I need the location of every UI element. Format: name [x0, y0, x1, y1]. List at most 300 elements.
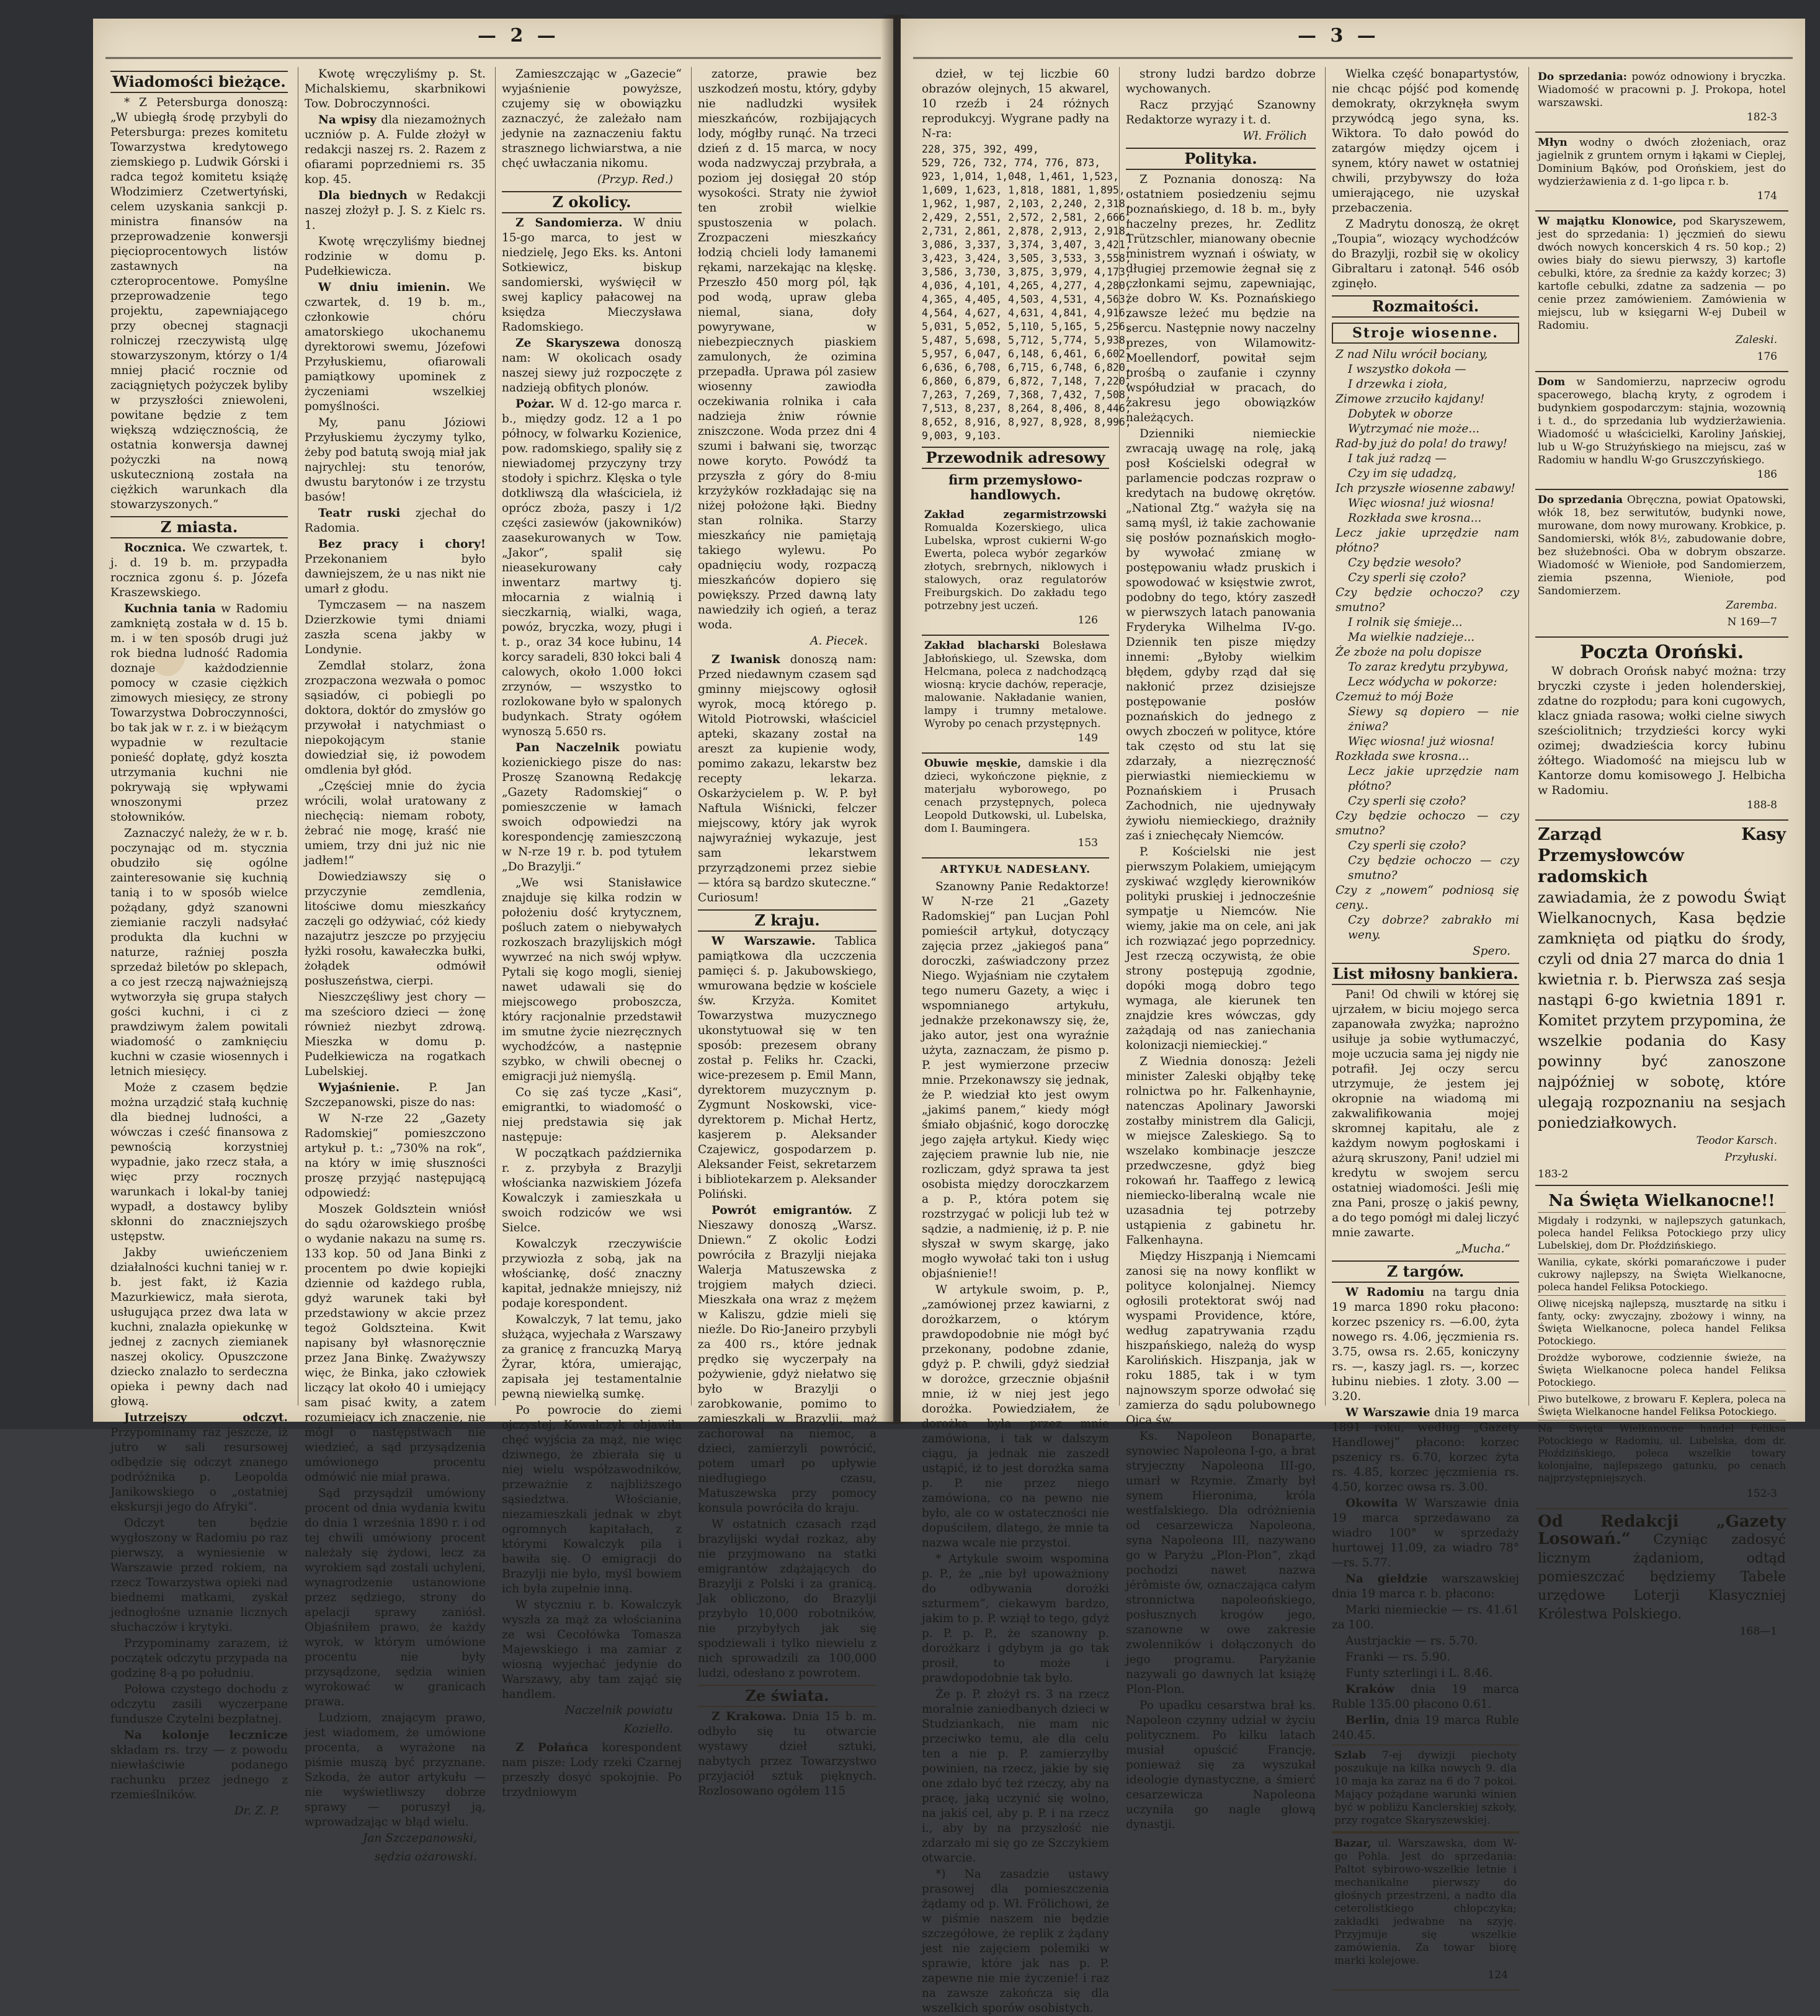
ad-number: 176 — [1757, 350, 1777, 363]
classified-ad — [1332, 1744, 1519, 1832]
notice-number: 152-3 — [1746, 1487, 1777, 1500]
article-paragraph — [922, 1552, 1109, 1686]
article-paragraph — [110, 96, 288, 512]
article-paragraph — [1332, 1666, 1519, 1681]
article-paragraph — [305, 113, 486, 187]
article-text: Kwotę wręczyliśmy p. St. Michalskiemu, skarbnikowi Tow. Dobroczynności. — [305, 68, 486, 110]
ad-lead: Bazar, — [1334, 1837, 1372, 1850]
signature: „Mucha.“ — [1455, 1242, 1510, 1256]
signature: Spero. — [1472, 945, 1510, 958]
notice-item: Oliwę nicejską najlepszą, musztardę na sitku i fanty, ocky: zwyczajny, zbożowy i winny, na Święta Wielkanocne, poleca handel Feliksa Potockiego. — [1538, 1295, 1786, 1349]
signature: Kozielło. — [623, 1723, 673, 1736]
poem-line: Czemuż to mój Boże — [1336, 690, 1454, 703]
article-paragraph — [502, 216, 682, 335]
article-text: W N-rze 22 „Gazety Radomskiej“ pomieszczono artykuł p. t.: „730% na rok“, na który w imię słuszności proszę przyjąć następującą odpowiedź: — [305, 1112, 486, 1200]
article-text: Przypominamy zarazem, iż początek odczytu przypada na godzinę 8-ą po południu. — [110, 1637, 288, 1680]
section-heading: Z kraju. — [698, 909, 877, 932]
prize-numbers-line: 5,031, 5,052, 5,110, 5,165, 5,256, — [922, 321, 1131, 332]
article-paragraph — [110, 826, 288, 1079]
article-text: Odczyt ten będzie wygłoszony w Radomiu po raz pierwszy, a wyniesienie w Warszawie przed rokiem, na rzecz Towarzystwa opieki nad biednemi matkami, zyskał jednogłośne uznanie licznych słuchaczów i krytyki. — [110, 1517, 288, 1634]
article-lead: Teatr ruski — [318, 507, 401, 520]
article-lead: W Warszawie. — [711, 935, 816, 948]
article-paragraph — [1126, 67, 1316, 97]
article-lead: Berlin, — [1345, 1714, 1390, 1727]
poem-line: Z nad Nilu wrócił bociany, — [1336, 348, 1488, 361]
ad-number: 174 — [1757, 190, 1777, 202]
directory-text: Bolesława Jabłońskiego, ul. Szewska, dom Helcmana, poleca z nadchodzącą wiosną: krycie dachów, reperacje, malowanie. Nakładanie wanien, lampy i trumny metalowe. Wyroby po cenach przystępnych. — [924, 640, 1107, 730]
article-text: W początkach października r. z. przybyła z Brazylji włościanka nazwiskiem Józefa Kowalczyk i zamieszkała u swoich rodziców we wsi Sielce. — [502, 1147, 682, 1234]
article-text: dla niezamożnych uczniów p. A. Fulde złożył w redakcji naszej rs. 2. Razem z ofiarami poprzedniemi rs. 35 kop. 45. — [305, 114, 486, 186]
article-lead: Na wpisy — [318, 114, 377, 127]
article-paragraph — [502, 1313, 682, 1402]
article-text: Połowa czystego dochodu z odczytu zasili wyczerpane fundusze Czytelni bezpłatnej. — [110, 1683, 288, 1726]
article-paragraph — [1126, 98, 1316, 128]
article-text: zatorze, prawie bez uszkodzeń mostu, który, gdyby nie nadludzki wysiłek mieszkańców, rozbijających lody, mógłby runąć. Na trzeci dzień z d. 15 marca, w nocy woda nadzwyczaj przybrała, a poziom jej dosięgał 20 stóp wysokości. Straty nie żywioł ten zrobił wielkie spustoszenia w polach. Zrozpaczeni mieszkańcy łodzią chcieli lody łamanemi rękami, narzekając na klęskę. Przeszło 450 morg pól, łąk pod wodą, upraw gleba niemal, siana, doły powyrywane, w niebezpiecznych piaskiem zamulonych, że ozimina przepadła. Uprawa pól zasiew wiosenny zawiodła oczekiwania rolnika i cała nadzieja żniw równie zniszczone. Woda przez dni 4 szumi i bałwani się, tworząc nowe koryto. Powódź ta przyszła z góry do 8-miu krzyżyków rozkładając się na niżej położone łąki. Biedny stan rolnika. Starzy mieszkańcy nie pamiętają takiego wylewu. Po opadnięciu wody, rozpaczą mieszkańców dopiero się powiększy. Przed dawną laty nawiedziły ich ogień, a teraz woda. — [698, 68, 877, 631]
article-paragraph — [1332, 1634, 1519, 1649]
notice-title: Poczta Oroński. — [1579, 641, 1744, 663]
poem-line: Czy będzie ochoczo — czy smutno? — [1336, 810, 1519, 837]
article-paragraph — [1126, 1429, 1316, 1697]
article-text: Jakby uwieńczeniem działalności kuchni taniej w r. b. jest fakt, iż Kazia Mazurkiewicz, mała sierota, usługująca przez dwa lata w kuchni, znalazła opiekunkę w jednej z zacnych ziemianek naszej okolicy. Opuszczone dziecko znalazło to serdeczna opieka i pewny dach nad głową. — [110, 1246, 288, 1408]
section-heading: List miłosny bankiera. — [1332, 963, 1519, 985]
signature: Naczelnik powiatu — [564, 1704, 673, 1717]
directory-subtitle: firm przemysłowo-handlowych. — [948, 472, 1083, 502]
poem-line: Czy będzie ochoczo — czy smutno? — [1348, 854, 1519, 882]
article-lead: Okowita — [1345, 1497, 1398, 1510]
directory-number: 149 — [1077, 732, 1098, 744]
article-text: * Z Petersburga donoszą: „W ubiegłą środę przybyli do Petersburga: prezes komitetu Towarzystwa kredytowego ziemskiego p. Ludwik Górski i radca tegoż komitetu książę Włodzimierz Czetwertyński, celem uzyskania sankcji p. ministra finansów na przeprowadzenie konwersji pięcioprocentowych listów zastawnych na czteroprocentowe. Pomyślne przeprowadzenie tego projektu, zapewniającego przy obecnej stagnacji rolniczej rzeczywistą ulgę stowarzyszonym, którzy o 1/4 mniej płacić rocznie od zaciągniętych pożyczek byliby w przyszłości zniewoleni, powitane będzie z tem większą wdzięcznością, że ostatnia konwersja dawnej pożyczki na nową uskutecznioną została na ciężkich warunkach dla stowarzyszonych.“ — [110, 96, 288, 511]
article-paragraph — [1126, 427, 1316, 844]
ad-number: 186 — [1757, 468, 1777, 481]
easter-notice — [1535, 1186, 1788, 1509]
poem-line: Ma wielkie nadzieje... — [1348, 631, 1475, 644]
article-paragraph — [305, 234, 486, 279]
article-text: We czwartek, d. 19 b. m., członkowie chóru amatorskiego ukochanemu dyrektorowi swemu, Józefowi Przyłuskiemu, ofiarowali pamiątkowy upominek z życzeniami wszelkiej pomyślności. — [305, 281, 486, 413]
poem-line: I wszystko dokoła — — [1348, 363, 1466, 376]
notice-text: W dobrach Orońsk nabyć można: trzy bryczki czyste i jeden holenderskiej, zdatne do rozpłodu; para koni cugowych, klacz gniada rasowa; wołki cielne siwych sześciolitnich; trzydzieści korcy wyki ozimej; dwadzieścia korcy łubinu żółtego. Wiadomość na miejscu lub w Kantorze domu komisowego J. Helbicha w Radomiu. — [1538, 664, 1786, 797]
notice-item: Wanilia, cykate, skórki pomarańczowe i puder cukrowy najlepszy, na Święta Wielkanocne, poleca handel Feliksa Potockiego. — [1538, 1254, 1786, 1295]
header-rule — [913, 57, 1793, 59]
article-paragraph — [698, 653, 877, 906]
orońsk-notice — [1535, 638, 1788, 821]
ad-lead: Szlab — [1334, 1749, 1367, 1762]
article-text: My, panu Józiowi Przyłuskiemu życzymy tylko, żeby pod batutą swoją miał jak najrychlej: stu tenorów, dwustu barytonów i ze trzystu basów! — [305, 416, 486, 504]
article-lead: Z Iwanisk — [711, 653, 780, 666]
poem-title: Stroje wiosenne. — [1332, 323, 1519, 344]
article-paragraph — [1332, 1650, 1519, 1665]
article-text: w Redakcji naszej złożył p. J. S. z Kielc rs. 1. — [305, 189, 486, 232]
ad-text: pod Skaryszewem, jest do sprzedania: 1) jęczmień do siewu dwóch nowych koncerskich 4 rs. 50 kop.; 2) owies biały do siewu pierwszy, 3) kartofle cebulki, które, za średnie za każdy korzec; 3) kartofle cebulki, zdatne za sadzenia — po cenie przez zamówieniem. Zamówienia w miejscu, lub w księgarni W-ej Dubeil w Radomiu. — [1538, 215, 1787, 332]
article-paragraph — [305, 1711, 486, 1830]
article-paragraph — [698, 1203, 877, 1516]
notice-number: 188-8 — [1746, 799, 1777, 811]
article-paragraph — [305, 537, 486, 597]
article-text: Austrjackie — rs. 5.70. — [1345, 1635, 1478, 1648]
article-text: Kowalczyk rzeczywiście przywiozła z sobą, jak na włościankę, dość znaczny kapitał, jednakże mniejszy, niż podaje korespondent. — [502, 1238, 682, 1310]
article-text: Przekonaniem było dawniejszem, że u nas nikt nie umarł z głodu. — [305, 553, 486, 595]
right-col-3 — [1325, 67, 1525, 1981]
notice-title: Od Redakcji „Gazety Losowań.“ — [1538, 1512, 1786, 1548]
article-paragraph — [1332, 67, 1519, 216]
directory-entry — [922, 636, 1109, 754]
poem-line: Rozkłada swe krosna... — [1336, 750, 1470, 763]
article-paragraph — [1126, 1249, 1316, 1428]
article-paragraph — [305, 659, 486, 778]
notice-signature: Teodor Karsch. — [1696, 1135, 1777, 1147]
article-paragraph — [305, 1486, 486, 1710]
article-text: Między Hiszpanją i Niemcami zanosi się na nowy konflikt w polityce kolonjalnej. Niemcy ogłosili protektorat swój nad wyspami Providence, które, według zapatrywania rządu hiszpańskiego, należą do wysp Karolińskich. Hiszpanja, jak w roku 1885, tak i w tym najnowszym sporze odwołać się zamierza do sądu polubownego Ojca św. — [1126, 1250, 1316, 1427]
prize-numbers-line: 6,860, 6,879, 6,872, 7,148, 7,220, — [922, 375, 1131, 387]
prize-numbers-line: 7,263, 7,269, 7,368, 7,432, 7,508, — [922, 389, 1131, 401]
section-heading: Z targów. — [1332, 1260, 1519, 1283]
left-col-2 — [298, 67, 492, 1863]
article-text: „Częściej mnie do życia wrócili, wolał uratowany z niechęcią: niemam roboty, żebrać nie mogę, kraść nie umiem, trzy dni już nic nie jadłem!“ — [305, 780, 486, 867]
prize-numbers-line: 2,731, 2,861, 2,878, 2,913, 2,918, — [922, 225, 1131, 237]
article-text: Z Wiednia donoszą: Jeżeli minister Zaleski objąłby tekę rolnictwa po hr. Falkenhaynie, natenczas Apolinary Jaworski zostałby ministrem dla Galicji, w miejsce Zaleskiego. Są to wszelako kombinacje jeszcze przedwczesne, gdyż bieg rokowań hr. Taaffego z lewicą niemiecko-liberalną wcale nie uzasadnia tej potrzeby ustąpienia z gabinetu hr. Falkenhayna. — [1126, 1055, 1316, 1247]
article-paragraph — [922, 1867, 1109, 2016]
poem-line: Lecz jakie uprzędzie nam płótno? — [1348, 765, 1519, 793]
ad-lead: Młyn — [1538, 136, 1568, 149]
poem-line: Czy będzie ochoczo? czy smutno? — [1336, 586, 1519, 614]
classified-ad — [1535, 212, 1788, 372]
article-lead: Pożar. — [515, 398, 555, 411]
article-lead: W dniu imienin. — [318, 281, 450, 294]
article-text: Nieszczęśliwy jest chory — ma sześcioro dzieci — żonę również niezbyt zdrową. Mieszka w domu p. Pudełkiewicza na rogatkach Lubelskiej. — [305, 991, 486, 1078]
article-text: powiatu kozienickiego pisze do nas: Proszę Szanowną Redakcję „Gazety Radomskiej“ o pomieszczenie w łamach swoich odpowiedzi na korespondencję zamieszczoną w N-rze 19 r. b. pod tytułem „Do Brazylji.“ — [502, 741, 682, 873]
article-text: Przypominamy raz jeszcze, iż jutro w sali resursowej odbędzie się odczyt znanego podróżnika p. Leopolda Janikowskiego o „ostatniej ekskursji jego do Afryki“. — [110, 1426, 288, 1514]
left-page — [93, 19, 893, 1863]
article-paragraph — [1332, 1713, 1519, 1743]
poem-line: Więc wiosna! już wiosna! — [1348, 735, 1495, 748]
ad-text: ul. Warszawska, dom W-go Pohla. Jest do sprzedania: Paltot sybirowo-wszelkie letnie i mechanikalne pierwszy do głośnych przestrzeni, a nadto dla ceterolistkiego chłopczyka; zakładki jedwabne na szyję. Przyjmuje się wszelkie zamówienia. Za towar biorę marki kolejowe. — [1334, 1837, 1517, 1967]
prize-numbers-line: 3,423, 3,424, 3,505, 3,533, 3,558, — [922, 252, 1131, 264]
article-paragraph — [502, 1146, 682, 1236]
article-text: P. Jan Szczepanowski, pisze do nas: — [305, 1081, 486, 1109]
prize-numbers-line: 2,429, 2,551, 2,572, 2,581, 2,666, — [922, 212, 1131, 223]
notice-text: Czyniąc zadosyć licznym żądaniom, odtąd pomieszczać będziemy Tabele urzędowe Loterji Klasyczniej Królestwa Polskiego. — [1538, 1532, 1786, 1622]
ad-number: N 169—7 — [1727, 616, 1777, 628]
classified-ad — [1535, 67, 1788, 133]
left-col-3 — [495, 67, 688, 1799]
article-paragraph — [110, 1246, 288, 1409]
section-heading: Rozmaitości. — [1332, 295, 1519, 318]
article-paragraph — [698, 934, 877, 1202]
prize-numbers-line: 3,586, 3,730, 3,875, 3,979, 4,173, — [922, 266, 1131, 278]
classified-ad — [1332, 1832, 1519, 1991]
notice-text: zawiadamia, że z powodu Świąt Wielkanocnych, Kasa będzie zamknięta od piątku do środy, czyli od dnia 27 marca do dnia 1 kwietnia r. b. Pierwsza zaś sesja nastąpi 6-go kwietnia 1891 r. Komitet przytem przypomina, że wszelkie podania do Kasy powinny być zanoszone najpóźniej w sobotę, które ulegają rozpoznaniu na sesjach poniedziałkowych. — [1538, 889, 1786, 1131]
article-text: We czwartek, t. j. d. 19 b. m. przypadła rocznica zgonu ś. p. Józefa Kraszewskiego. — [110, 542, 288, 599]
article-text: Z Nieszawy donoszą „Warsz. Dniewn.“ Z okolic Łodzi powróciła z Brazylji niejaka Walerja Matuszewska z trojgiem małych dzieci. Mieszkała ona wraz z mężem w Kaliszu, gdzie mieli się nieźle. Do Rio-Janeiro przybyli za 400 rs., które jednak prędko się wyczerpały na pożywienie, gdyż niełatwo się było w Brazylji o zarobkowanie, pomimo to zamieszkali w Brazylji, mąż zachorował na niemoc, a dzieci, zamierzyli powrócić, potem umarł po upływie niedługiego czasu, Matuszewska przy pomocy konsula powróciła do kraju. — [698, 1204, 877, 1515]
poem-line: Siewy są dopiero — nie żniwa? — [1348, 705, 1519, 733]
signature: (Przyp. Red.) — [597, 173, 673, 186]
article-text: W dniu 15-go marca, to jest w niedzielę, Jego Eks. ks. Antoni Sotkiewicz, biskup sandomierski, wyświęcił w swej kaplicy pałacowej na księdza Mieczysława Radomskiego. — [502, 216, 682, 334]
poem-line: Lecz jakie uprzędzie nam płótno? — [1336, 527, 1519, 555]
article-lead: Dla biednych — [318, 189, 408, 202]
article-text: Szanowny Panie Redaktorze! W N-rze 21 „Gazety Radomskiej“ pan Lucjan Pohl pomieścił artykuł, dotyczący zajęcia przez „jakiegoś pana“ doroczki, zaświadczony przez Niego. Wyjaśniam nie czytałem tego numeru Gazety, a więc i wspomnianego artykułu, jednakże przekonawszy się, że, jako autor, jest ona wyraźnie użyta, zaznaczam, że pismo p. P. jest wymierzone przeciw mnie. Przekonawszy się jednak, że P. wiedział kto jest owym „jakimś panem,“ kiedy mógł śmiało objaśnić, kogo doroczkę jego zajęła artykuł. Kiedy więc zajęciem prawnie lub nie, nie rozliczam, gdyż sprawa ta jest osobista między doroczkarzem a p. P., która potem się rozstrzygać w policji lub też w sądzie, a nadmienię, iż p. P. nie słyszał w swym skargę, jako mogło wywołać taki ton i usług objaśnienie!! — [922, 880, 1109, 1280]
article-lead: Bez pracy i chory! — [318, 538, 486, 551]
article-paragraph — [305, 870, 486, 989]
article-lead: Kuchnia tania — [124, 602, 216, 615]
poem-line: Czy dobrze? zabrakło mi weny. — [1348, 914, 1519, 942]
classified-ad — [1535, 490, 1788, 638]
article-paragraph — [922, 880, 1109, 1282]
article-paragraph — [502, 876, 682, 1084]
article-paragraph — [1126, 172, 1316, 426]
article-text: Zamieszczając w „Gazecie“ wyjaśnienie powyższe, czujemy się w obowiązku zaznaczyć, że zależało nam jedynie na zaznaczeniu faktu strasznego lichwiarstwa, a nie chęć uwłaczania nikomu. — [502, 68, 682, 170]
article-text: W styczniu r. b. Kowalczyk wyszła za mąż za włościanina ze wsi Cecołówka Tomasza Majewskiego i ma zamiar z wiosną wyjechać jedynie do Warszawy, aby tam zająć się handlem. — [502, 1599, 682, 1701]
directory-lead: Zakład zegarmistrzowski — [924, 509, 1107, 521]
header-rule — [105, 57, 881, 59]
article-lead: W Radomiu — [1345, 1286, 1425, 1299]
ad-lead: Dom — [1538, 376, 1566, 388]
prize-numbers-line: 9,003, 9,103. — [922, 430, 1002, 442]
ad-text: 7-ej dywizji piechoty poszukuje na kilka nowych 9. dla 10 maja ka zaraz na 6 do 7 pokoi. Mający pożądane warunki winien być w pobliżu Kanclerskiej szkoły, przy rogatce Skaryszewskiej. — [1334, 1749, 1517, 1827]
article-text: Ks. Napoleon Bonaparte, synowiec Napoleona I-go, a brat stryjeczny Napoleona III-go, umarł w Rzymie. Zmarły był synem Hieronima, króla westfalskiego. Dla odróżnienia od cesarzewicza Napoleona, syna Napoleona III, nazywano go w Paryżu „Plon-Plon“, zkąd pochodzi nawet nazwa jérômiste ów, oznaczająca całym stronnictwa napoleońskiego, posłusznych krogów jego, szanowne w owe zakresie zwolenników i dołączonych do jego programu. Paryżanie nazywali go dawnych lat książę Plon-Plon. — [1126, 1430, 1316, 1696]
article-paragraph — [110, 541, 288, 600]
prize-numbers-line: 7,513, 8,237, 8,264, 8,406, 8,446, — [922, 403, 1131, 414]
article-text: Z Poznania donoszą: Na ostatniem posiedzeniu sejmu poznańskiego, d. 18 b. m., były naczelny prezes, hr. Zedlitz Trützschler, mianowany obecnie ministrem wyznań i oświaty, w długiej przemowie żegnał się z członkami sejmu, zapewniając, że dobro W. Ks. Poznańskiego zawsze leżeć mu będzie na sercu. Następnie nowy naczelny prezes, von Wilamowitz-Moellendorf, powitał sejm prośbą o zaufanie i czynny współudział w pracach, do zakresu jego obowiązków należących. — [1126, 173, 1316, 424]
prize-numbers-line: 923, 1,014, 1,048, 1,461, 1,523, — [922, 171, 1119, 182]
article-paragraph — [502, 67, 682, 171]
poem-line: Czy im się udadzą, — [1348, 467, 1457, 480]
article-text: na targu dnia 19 marca 1890 roku płacono: korzec pszenicy rs. —6.00, żyta nowego rs. 4.06, jęczmienia rs. 3.75, owsa rs. 2.65, koniczyny rs. —, kaszy jagl. rs. —, korzec łubinu niebies. 1 złoty. 3.00 — 3.20. — [1332, 1286, 1519, 1403]
article-text: *) Na zasadzie ustawy prasowej dla pomieszczenia żądamy od p. Wł. Frölichowi, że w piśmie naszem nie będzie szczegółowe, że replik z żądany jest nie zajęciem polemiki w sprawie, które jak nas p. P. zapewne nie mie życzenie! i raz na zawsze zakończa się dla wszelkich sporów osobistych. — [922, 1868, 1109, 2015]
article-paragraph — [110, 602, 288, 825]
article-paragraph — [922, 1687, 1109, 1866]
article-paragraph — [502, 1598, 682, 1702]
redakcja-notice — [1535, 1509, 1788, 1646]
directory-text: Romualda Kozerskiego, ulica Lubelska, wprost cukierni W-go Ewerta, poleca wybór zegarków złotych, srebrnych, niklowych i stalowych, oraz regulatorów Freiburgskich. Do zakładu tego potrzebny jest uczeń. — [924, 522, 1107, 612]
article-text: Co się zaś tycze „Kasi“, emigrantki, to wiadomość o niej predstawia się jak następuje: — [502, 1086, 682, 1144]
directory-lead: Obuwie męskie, — [924, 757, 1022, 770]
article-paragraph — [305, 1081, 486, 1110]
article-text: Z Madrytu donoszą, że okręt „Toupia“, wiozący wychodźców do Brazylji, rozbił się w okolicy Gibraltaru i zatonął. 546 osób zginęło. — [1332, 218, 1519, 290]
article-paragraph — [502, 1237, 682, 1311]
article-text: donoszą nam: Przed niedawnym czasem sąd gminny miejscowy ogłosił wyrok, mocą którego p. Witold Piotrowski, właściciel apteki, skazany został na areszt za kupienie wody, pomimo zakazu, lekarstw bez recepty lekarza. Oskarżycielem p. W. P. był Naftula Wiśnicki, felczer miejscowy, który jak wyrok najwyraźniej wykazuje, jest sam lekarstwem przyrządzonemi przez siebie — która są bardzo skuteczne.“ Curiosum! — [698, 653, 877, 904]
kasa-notice — [1535, 821, 1788, 1186]
article-lead: Powrót emigrantów. — [711, 1204, 852, 1217]
article-paragraph — [922, 1283, 1109, 1551]
signature: Wł. Frölich — [1242, 130, 1307, 143]
article-text: Kwotę wręczyliśmy biednej rodzinie w domu p. Pudełkiewicza. — [305, 235, 486, 278]
article-text: Dzienniki niemieckie zwracają uwagę na rolę, jaką posł Kościelski odegrał w parlamencie podczas rozpraw o kredytach na budowę okrętów. „National Ztg.“ ważyła się na samą myśl, iż takie zachowanie się posłów poznańskich mogło-by wywołać zmianę w postępowaniu władz pruskich i spowodować w księstwie zwrot, podobny do tego, który zaszedł w pierwszych latach panowania Fryderyka Wilhelma IV-go. Dziennik ten pisze między innemi: „Byłoby wielkim błędem, gdyby rząd dał się nakłonić przez dzisiejsze postępowanie posłów poznańskich do jednego z owych zboczeń w polityce, które tak często od stu lat się zdarzały, a niezręczność pierwiastki niemieckiemu w Poznańskiem i Prusach Zachodnich, nie ujednywały żywiołu niemieckiego, drażniły zaś i zniechęcały Niemców. — [1126, 427, 1316, 842]
prize-numbers-line: 4,564, 4,627, 4,631, 4,841, 4,916, — [922, 307, 1131, 319]
article-text: Pani! Od chwili w której się ujrzałem, w biciu mojego serca zapanowała zwyżka; naprożno usiłuje ja sobie wytłumaczyć, moje uczucia sama jej nigdy nie potrafił. Jej oczy sercu utrzymuje, że jestem jej okropnie na wiadomą mi zakwalifikowania mojej skromnej kapitału, ale z każdym nowym pogłoskami i ażurą skruszony, Pani! udziel mi kredytu w swojem sercu ostatniej wiadomości. Jeśli mię zna Pani, proszę o jakiś pewny, a do tego pomógł mi dalej liczyć mnie zawarte. — [1332, 988, 1519, 1239]
article-text: Po upadku cesarstwa brał ks. Napoleon czynny udział w życiu politycznem. Po kilku latach musiał opuścić Francję, ponieważ się za wyszukał ideologie dynastyczne, a śmierć cesarzewicza Napoleona uczyniła go nagle głową dynastji. — [1126, 1699, 1316, 1831]
poem-line: Czy będzie wesoło? — [1348, 556, 1461, 569]
article-lead: Rocznica. — [124, 542, 186, 555]
article-text: w Radomiu zamkniętą została w d. 15 b. m. i w ten sposób drugi już rok biedna ludność Radomia doznaje każdodziennie pomocy w czasie ciężkich zimowych miesięcy, ze strony Towarzystwa Dobroczynności, bo tak jak w r. z. i w bieżącym wypadnie w rezultacie ponieść dopłatę, gdyż koszta utrzymania kuchni nie pokrywają się wpływami wnoszonymi przez stołowników. — [110, 602, 288, 824]
article-lead: Jutrzejszy odczyt. — [124, 1411, 288, 1424]
article-paragraph — [698, 1710, 877, 1799]
article-paragraph — [110, 1728, 288, 1803]
article-paragraph — [502, 397, 682, 739]
classified-ad — [1535, 133, 1788, 212]
directory-text: damskie i dla dzieci, wykończone pięknie, z materjału wyborowego, po cenach przystępnych, poleca Leopold Dutkowski, ul. Lubelska, dom I. Baumingera. — [924, 757, 1107, 835]
article-text: Ludziom, znającym prawo, jest wiadomem, że umówione procenta, a wyrażone na piśmie muszą być przyznane. Szkoda, że autor artykułu — nie wyświetliwszy dobrze sprawy — poruszył ją, wprowadzając w błąd wielu. — [305, 1711, 486, 1829]
article-text: Zaznaczyć należy, że w r. b. poczynając od m. stycznia obudziło się ogólne zainteresowanie się kuchnią tanią i to w sposób wielce pożądany, gdyż szanowni ziemianie raczyli nadsyłać produkta dla kuchni w naturze, raźniej poszła sprzedaż biletów po sklepach, a co jest rzeczą najważniejszą wytworzyła się grupa stałych gości kuchni, i ci z prawdziwym żalem powitali wiadomość o zamknięciu kuchni w czasie wiosennych i letnich miesięcy. — [110, 827, 288, 1078]
article-paragraph — [305, 1112, 486, 1201]
article-lead: Na kolonje lecznicze — [124, 1729, 288, 1742]
directory-lead: Zakład blacharski — [924, 640, 1040, 652]
article-text: Tymczasem — na naszem Dzierzkowie tymi dniami zaszła scena jakby w Londynie. — [305, 599, 486, 656]
article-text: Po powrocie do ziemi ojczystej, Kowalczyk objawiła chęć wyjścia za mąż, nie więc dziwnego, że zbierała się u niej wielu współzawodników, przeważnie z najbliższego sąsiedztwa. Włościanie, niezamieszkali jednak w zbyt ogromnych kapitałach, z którymi Kowalczyk pila i bawiła się. O emigracji do Brazylji nie było, myśl bowiem ich była zupełnie inną. — [502, 1404, 682, 1595]
ad-signature: Zaremba. — [1726, 599, 1777, 612]
article-lead: Wyjaśnienie. — [318, 1081, 400, 1094]
notice-item: Migdały i rodzynki, w najlepszych gatunkach, poleca handel Feliksa Potockiego przy ulicy Lubelskiej, dom Dr. Płoździńskiego. — [1538, 1212, 1786, 1254]
article-paragraph — [110, 1516, 288, 1635]
article-paragraph — [502, 336, 682, 396]
article-text: Sąd przysądził umówiony procent od dnia wydania kwitu do dnia 1 września 1890 r. i od tej chwili umówiony procent należały się żydowi, lecz za wyrokiem sąd zostali uchyleni, wynagrodzenie ustanowione przez sędziego, strony do apelacji sprawy zaniósł. Objaśniłem prawo, że każdy wyrok, w którym umówione procentu nie były przysądzone, sędzia winien wyrokować w granicach prawa. — [305, 1487, 486, 1708]
article-paragraph — [305, 280, 486, 414]
poem-line: Lecz wódycha w pokorze: — [1348, 676, 1497, 689]
prize-numbers-line: 1,962, 1,987, 2,103, 2,240, 2,318, — [922, 198, 1131, 210]
article-paragraph — [305, 598, 486, 658]
right-col-2 — [1119, 67, 1322, 1831]
article-text: warszawskiej dnia 19 marca r. b. płacono: — [1332, 1572, 1519, 1600]
article-text: W artykule swoim, p. P., „zamówionej przez kawiarni, z dorożkarzem, o którym prawdopodobnie nie mógł być przekonany, podobne zdanie, gdyż p. P. chwili, gdyż siedział w dorożce, grzecznie objaśnił mnie, iż w niej jest jego dorożka. Powiedziałem, że dorożka była przez mnie zamówiona, i tak w dalszym ciągu, ja jednak nie zaszedł ustąpić, iż to jest dorożka sama p. P. nie przez niego zamówiona, co na pewno nie było, ale co w ostateczności nie dopuściłem, dlatego, że mnie ta nazwa wcale nie przystoi. — [922, 1283, 1109, 1550]
article-text: Racz przyjąć Szanowny Redaktorze wyrazy i t. d. — [1126, 99, 1316, 127]
article-text: donoszą nam: W okolicach osady naszej siewy już rozpoczęte z nadzieją obfitych plonów. — [502, 337, 682, 395]
directory-number: 126 — [1077, 614, 1098, 627]
poem-line: I rolnik się śmieje... — [1348, 616, 1463, 629]
article-text: dzieł, w tej liczbie 60 obrazów olejnych, 15 akwarel, 10 rzeźb i 24 różnych reprodukcyj. Wygrane padły na N-ra: — [922, 68, 1109, 140]
notice-signature: Przyłuski. — [1724, 1151, 1777, 1164]
prize-numbers-line: 4,365, 4,405, 4,503, 4,531, 4,563, — [922, 293, 1131, 305]
notice-title: Zarząd Kasy Przemysłowców radomskich — [1538, 825, 1786, 886]
prize-numbers-line: 1,609, 1,623, 1,818, 1881, 1,895, — [922, 184, 1125, 196]
article-paragraph — [305, 990, 486, 1079]
article-paragraph — [1332, 217, 1519, 292]
article-text: dnia 19 marca 1891 roku, według „Gazety Handlowej“ płacono: korzec pszenicy rs. 6.70, korzec żyta rs. 4.85, korzec jęczmienia rs. 4.50, korzec owsa rs. 3.00. — [1332, 1406, 1519, 1494]
poem-line: Czy sperli się czoło? — [1348, 795, 1466, 808]
ad-lead: W majątku Klonowice, — [1538, 215, 1677, 228]
ad-text: Obręczna, powiat Opatowski, włók 18, bez serwitutów, budynki nowe, murowane, dom nowy murowany. Krobkice, p. Sandomierski, włók 8½, zabudowanie dobre, bez służebności. Oba w dobrym obszarze. Wiadomość w Wieniołe, pod Sandomierzem, ziemia pszenna, Wieniołe, pod Sandomierzem. — [1538, 494, 1787, 597]
poem-line: Rozkłada swe krosna... — [1348, 512, 1482, 525]
article-paragraph — [305, 189, 486, 233]
notice-title: Na Święta Wielkanocne!! — [1548, 1192, 1775, 1210]
section-heading: Z miasta. — [110, 516, 288, 538]
article-text: korespondent nam pisze: Lody rzeki Czarnej przeszły dosyć spokojnie. Po trzydniowym — [502, 1741, 682, 1799]
article-paragraph — [502, 1741, 682, 1800]
directory-number: 153 — [1077, 837, 1098, 849]
poem-line: Rad-by już do pola! do trawy! — [1336, 437, 1507, 450]
article-text: W ostatnich czasach rząd brazylijski wydał rozkaz, aby nie przyjmowano na statki emigrantów zdążających do Brazylji z Polski i za granicą. Jak obliczono, do Brazylji przybyło 10,000 robotników, nie przybyłych jak się spodziewali i tylko niewielu z nich sprowadzili za 100,000 ludzi, odesłano z powrotem. — [698, 1518, 877, 1680]
article-text: Dowiedziawszy się o przyczynie zemdlenia, litościwe domu mieszkańcy zaczęli go odżywiać, cóż kiedy nazajutrz jeszcze po przyjęciu łyżki rosołu, kawałeczka bułki, żołądek odmówił posłuszeństwa, cierpi. — [305, 870, 486, 988]
article-lead: Pan Naczelnik — [515, 741, 620, 754]
article-text: Dnia 15 b. m. odbyło się tu otwarcie wystawy dzieł sztuki, nabytych przez Towarzystwo przyjaciół sztuk pięknych. Rozlosowano ogółem 115 — [698, 1710, 877, 1798]
article-text: zjechał do Radomia. — [305, 507, 486, 535]
signature: Dr. Z. P. — [234, 1804, 279, 1818]
article-lead: Na giełdzie — [1345, 1572, 1428, 1586]
notice-item: Piwo butelkowe, z browaru F. Keplera, poleca na Święta Wielkanocne handel Feliksa Potockiego. — [1538, 1391, 1786, 1420]
notice-item: Drożdże wyborowe, codziennie świeże, na Święta Wielkanocne poleca handel Feliksa Potockiego. — [1538, 1349, 1786, 1391]
ad-lead: Do sprzedania — [1538, 494, 1623, 506]
classified-ad — [1535, 372, 1788, 490]
poem-line: I drzewka i zioła, — [1348, 378, 1448, 391]
directory-entry — [922, 505, 1109, 636]
article-lead: Ze Skaryszewa — [515, 337, 620, 350]
article-paragraph — [1126, 845, 1316, 1053]
article-paragraph — [698, 67, 877, 633]
left-col-1 — [104, 67, 294, 1818]
article-text: W Warszawie dnia 19 marca sprzedawano za wiadro 100° w sprzedaży hurtowej 11.09, za wiadro 78°—rs. 5.77. — [1332, 1497, 1520, 1569]
directory-entry — [922, 754, 1109, 859]
article-paragraph — [502, 741, 682, 875]
signature: sędzia ożarowski. — [374, 1850, 477, 1863]
article-paragraph — [1332, 1603, 1519, 1633]
article-lead: Z Krakowa. — [711, 1710, 787, 1723]
article-text: Funty szterlingi i L. 8.46. — [1345, 1667, 1493, 1680]
prize-numbers-line: 5,957, 6,047, 6,148, 6,461, 6,602, — [922, 348, 1131, 360]
page-number: — 3 — — [1298, 25, 1380, 47]
sent-article-title: ARTYKUŁ NADESŁANY. — [940, 863, 1091, 876]
poem-line: Więc wiosna! już wiosna! — [1348, 497, 1495, 510]
left-col-4 — [691, 67, 883, 1798]
article-text: * Artykule swoim wspomina p. P., że „nie był upoważniony do odbywania dorożki szturmem“, ciekawym bardzo, jakim to p. P. wziął to tego, gdyż p. P. p. P., że szanowny p. dorożkarz i gdybym ja go tak prosił, to może i prawdopodobnie tak było. — [922, 1553, 1109, 1685]
poem-line: Wytrzymać nie może... — [1348, 422, 1480, 435]
notice-number: 168—1 — [1739, 1625, 1777, 1638]
right-page — [901, 19, 1805, 2015]
article-text: składam rs. trzy — z powodu niewłaściwie podanego rachunku przez jednego z rzemieślników. — [110, 1744, 288, 1801]
prize-numbers-line: 4,036, 4,101, 4,265, 4,277, 4,280, — [922, 280, 1131, 292]
signature: Jan Szczepanowski, — [363, 1832, 477, 1845]
article-lead: Z Sandomierza. — [515, 216, 623, 230]
poem-line: To zaraz kredytu przybywa, — [1348, 661, 1509, 674]
article-paragraph — [305, 416, 486, 505]
article-text: Wielka część bonapartystów, nie chcąc pójść pod komendę demokraty, okrzyknęła swym przywódcą jego syna, ks. Wiktora. To dało powód do zatargów między ojcem i synem, który nawet w ostatniej chwili, przybywszy do łoża umierającego, nie uzyskał przebaczenia. — [1332, 68, 1519, 215]
poem-line: I tak już radzą — — [1348, 452, 1447, 465]
article-paragraph — [305, 779, 486, 868]
ad-lead: Do sprzedania: — [1538, 71, 1627, 83]
article-paragraph — [1332, 1496, 1519, 1571]
prize-numbers-line: 529, 726, 732, 774, 776, 873, — [922, 157, 1101, 169]
article-paragraph — [698, 1517, 877, 1681]
poem-line: Dobytek w oborze — [1348, 408, 1453, 421]
article-lead: Kraków — [1345, 1683, 1394, 1696]
article-paragraph — [305, 1202, 486, 1485]
article-text: Franki — rs. 5.90. — [1345, 1651, 1451, 1664]
poem-line: Czy z „nowem“ podniosą się ceny.. — [1336, 884, 1519, 912]
article-text: Tablica pamiątkowa dla uczczenia pamięci ś. p. Jakubowskiego, wmurowana będzie w kościele św. Krzyża. Komitet Towarzystwa muzycznego ukonstytuował się w ten sposób: prezesem obrany został p. Feliks hr. Czacki, wice-prezesem p. Emil Mann, dyrektorem muzycznym p. Zygmunt Noskowski, vice-dyrektorem p. Michał Hertz, kasjerem p. Aleksander Czajewicz, gospodarzem p. Aleksander Feist, sekretarzem i bibliotekarzem p. Aleksander Poliński. — [698, 935, 877, 1201]
section-heading: Z okolicy. — [502, 191, 682, 213]
article-paragraph — [110, 1081, 288, 1244]
section-heading: Wiadomości bieżące. — [110, 71, 288, 93]
article-paragraph — [305, 506, 486, 536]
section-heading: Polityka. — [1126, 148, 1316, 170]
article-text: Marki niemieckie — rs. 41.61 za 100. — [1332, 1603, 1519, 1631]
ad-text: w Sandomierzu, naprzeciw ogrodu spacerowego, blachą kryty, z ogrodem i budynkiem gospodarczym: stajnia, wozownią i t. d., do sprzedania lub wydzierżawienia. Wiadomość u właścicielki, Karoliny Jańskiej, lub u W-go Strużyńskiego na miejscu, zaś w Radomiu w handlu W-go Gruszczyńskiego. — [1538, 376, 1787, 466]
prize-numbers-line: 3,086, 3,337, 3,374, 3,407, 3,421, — [922, 239, 1131, 251]
article-lead: W Warszawie — [1345, 1406, 1430, 1419]
ad-number: 182-3 — [1746, 111, 1777, 123]
article-text: dnia 19 marca Ruble 135.00 płacono 0.61. — [1332, 1683, 1519, 1711]
article-text: Kowalczyk, 7 lat temu, jako służąca, wyjechała z Warszawy za granicę z francuzką Maryą Żyrar, która, umierając, zapisała jej testamentalnie pewną niewielką sumkę. — [502, 1313, 682, 1401]
article-text: „We wsi Stanisławice znajduje się kilka rodzin w położeniu dość krytycznem, pośluch zatem o niebywałych rozkoszach brazylijskich mógł wywrzeć na nich swój wpływ. Pytali się kogo mogli, sieniej nawet udawali się do miejscowego proboszcza, który racjonalnie przedstawił im smutne życie niezręcznych wychodźców, a następnie szybko, w chwili obecnej o emigracji już niemyślą. — [502, 876, 682, 1083]
directory-title: Przewodnik adresowy — [922, 447, 1109, 469]
article-paragraph — [1332, 1682, 1519, 1712]
prize-numbers-line: 6,636, 6,708, 6,715, 6,748, 6,820, — [922, 362, 1131, 373]
prize-numbers-line: 5,487, 5,698, 5,712, 5,774, 5,938, — [922, 334, 1131, 346]
article-text: dnia 19 marca Ruble 240.45. — [1332, 1714, 1519, 1742]
right-col-4 — [1528, 67, 1795, 1638]
article-text: Moszek Goldsztein wniósł do sądu ożarowskiego prośbę o wydanie nakazu na sumę rs. 133 kop. 50 od Jana Binki z procentem po dwie kopiejki dziennie od każdego rubla, gdyż warunek taki był przedstawiony w akcie przez tegoż Goldszteina. Kwit napisany był własnoręcznie przez Jana Binkę. Zważywszy więc, że Binka, jako człowiek liczący lat około 40 i umiejący sam pisać kwity, a zatem rozumiejący ich znaczenie, nie mógł o następstwach nie wiedzieć, a sąd przysądzenia umówionego procentu odmówić nie miał prawa. — [305, 1203, 486, 1484]
article-paragraph — [1332, 1406, 1519, 1495]
ad-text: powóz odnowiony i bryczka. Wiadomość w pracowni p. J. Prokopa, hotel warszawski. — [1538, 71, 1787, 109]
article-paragraph — [110, 1411, 288, 1515]
ad-text: wodny o dwóch złożeniach, oraz jagielnik z gruntem ornym i łąkami w Cieplej, Dominium Bąków, pod Orońskiem, jest do wydzierżawienia z d. 1-go lipca r. b. — [1538, 136, 1786, 188]
article-paragraph — [922, 67, 1109, 141]
